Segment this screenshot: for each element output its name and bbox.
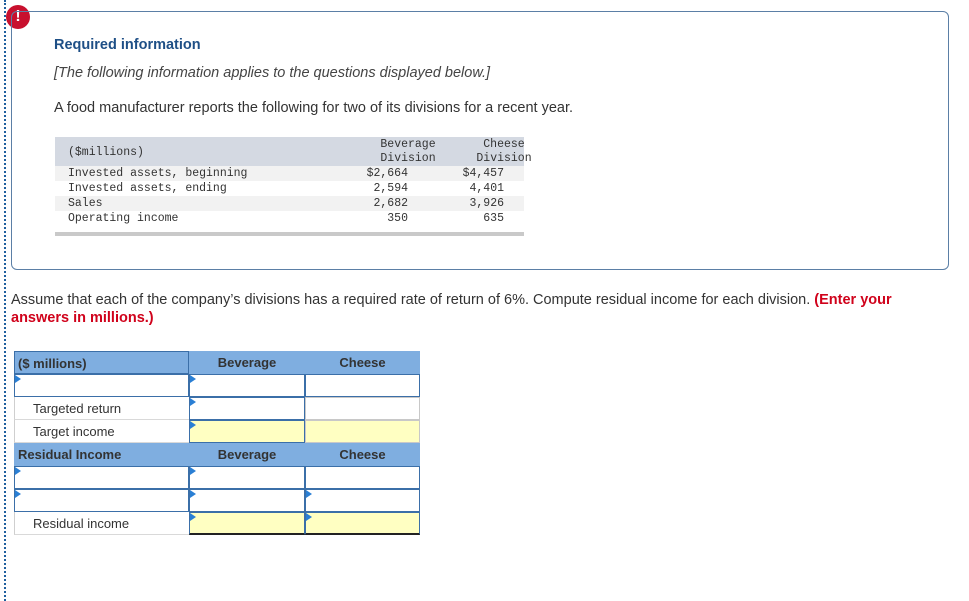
cell-marker-icon bbox=[15, 467, 21, 475]
alert-icon: ! bbox=[6, 5, 30, 29]
grid-header-cheese bbox=[305, 351, 420, 374]
beverage-value: 350 bbox=[387, 212, 408, 225]
cell-marker-icon bbox=[190, 490, 196, 498]
cheese-residual-income-input[interactable] bbox=[305, 512, 420, 535]
cheese-value: $4,457 bbox=[462, 167, 504, 180]
unit-label: ($millions) bbox=[68, 146, 144, 159]
question-body: Assume that each of the company’s divisions has a required rate of return of 6%. Compute residual income for each division. bbox=[11, 292, 811, 308]
residual-header-beverage-text: Beverage bbox=[217, 447, 277, 462]
table-row bbox=[55, 166, 524, 181]
target-income-label: Target income bbox=[14, 420, 189, 443]
intro-text: A food manufacturer reports the following for two of its divisions for a recent year. bbox=[54, 100, 574, 116]
data-table-body bbox=[55, 166, 524, 226]
beverage-targeted-return-input[interactable] bbox=[189, 397, 305, 420]
cell-marker-icon bbox=[15, 375, 21, 383]
cell-marker-icon bbox=[190, 398, 196, 406]
cell-marker-icon bbox=[190, 375, 196, 383]
cell-marker-icon bbox=[190, 513, 196, 521]
cheese-target-income-input[interactable] bbox=[305, 420, 420, 443]
beverage-value: $2,664 bbox=[366, 167, 408, 180]
row-label: Operating income bbox=[68, 212, 179, 225]
cell-marker-icon bbox=[190, 467, 196, 475]
residual-row-label-input-2[interactable] bbox=[14, 489, 189, 512]
col-cheese-line2: Division bbox=[476, 152, 532, 165]
cheese-input[interactable] bbox=[305, 374, 420, 397]
residual-beverage-input-2[interactable] bbox=[189, 489, 305, 512]
row-label-input[interactable] bbox=[14, 374, 189, 397]
division-data-table bbox=[55, 137, 532, 236]
cheese-value: 3,926 bbox=[469, 197, 504, 210]
grid-header-cheese-text: Cheese bbox=[339, 355, 386, 370]
table-row bbox=[55, 196, 524, 211]
cell-marker-icon bbox=[190, 421, 196, 429]
residual-cheese-input-1[interactable] bbox=[305, 466, 420, 489]
table-row bbox=[55, 211, 524, 226]
cheese-value: 4,401 bbox=[469, 182, 504, 195]
col-beverage-line1: Beverage bbox=[380, 138, 436, 151]
residual-beverage-input-1[interactable] bbox=[189, 466, 305, 489]
beverage-value: 2,594 bbox=[373, 182, 408, 195]
cell-marker-icon bbox=[306, 513, 312, 521]
cheese-value: 635 bbox=[483, 212, 504, 225]
residual-header-beverage bbox=[189, 443, 305, 466]
col-cheese-division bbox=[467, 138, 541, 166]
question-text bbox=[11, 291, 941, 327]
residual-header-label: Residual Income bbox=[14, 443, 189, 466]
data-table-header bbox=[55, 137, 532, 166]
required-info-title: Required information bbox=[54, 37, 201, 53]
row-label: Invested assets, ending bbox=[68, 182, 227, 195]
residual-header-cheese-text: Cheese bbox=[339, 447, 386, 462]
col-beverage-division bbox=[371, 138, 445, 166]
grid-header-beverage bbox=[189, 351, 305, 374]
beverage-input[interactable] bbox=[189, 374, 305, 397]
col-beverage-line2: Division bbox=[380, 152, 436, 165]
data-table-footer-bar bbox=[55, 232, 524, 236]
row-label: Invested assets, beginning bbox=[68, 167, 248, 180]
left-dotted-rule bbox=[4, 0, 6, 601]
grid-header-beverage-text: Beverage bbox=[217, 355, 277, 370]
residual-cheese-input-2[interactable] bbox=[305, 489, 420, 512]
residual-row-label-input-1[interactable] bbox=[14, 466, 189, 489]
beverage-value: 2,682 bbox=[373, 197, 408, 210]
cheese-targeted-return-input[interactable] bbox=[305, 397, 420, 420]
grid-header-label: ($ millions) bbox=[14, 351, 189, 374]
table-row bbox=[55, 181, 524, 196]
beverage-target-income-input[interactable] bbox=[189, 420, 305, 443]
applies-note: [The following information applies to the questions displayed below.] bbox=[54, 65, 491, 81]
cell-marker-icon bbox=[15, 490, 21, 498]
col-cheese-line1: Cheese bbox=[483, 138, 525, 151]
residual-income-label: Residual income bbox=[14, 512, 189, 535]
residual-header-cheese bbox=[305, 443, 420, 466]
cell-marker-icon bbox=[306, 490, 312, 498]
targeted-return-label: Targeted return bbox=[14, 397, 189, 420]
row-label: Sales bbox=[68, 197, 103, 210]
question-emphasis: (Enter your answers in millions.) bbox=[11, 292, 892, 326]
beverage-residual-income-input[interactable] bbox=[189, 512, 305, 535]
